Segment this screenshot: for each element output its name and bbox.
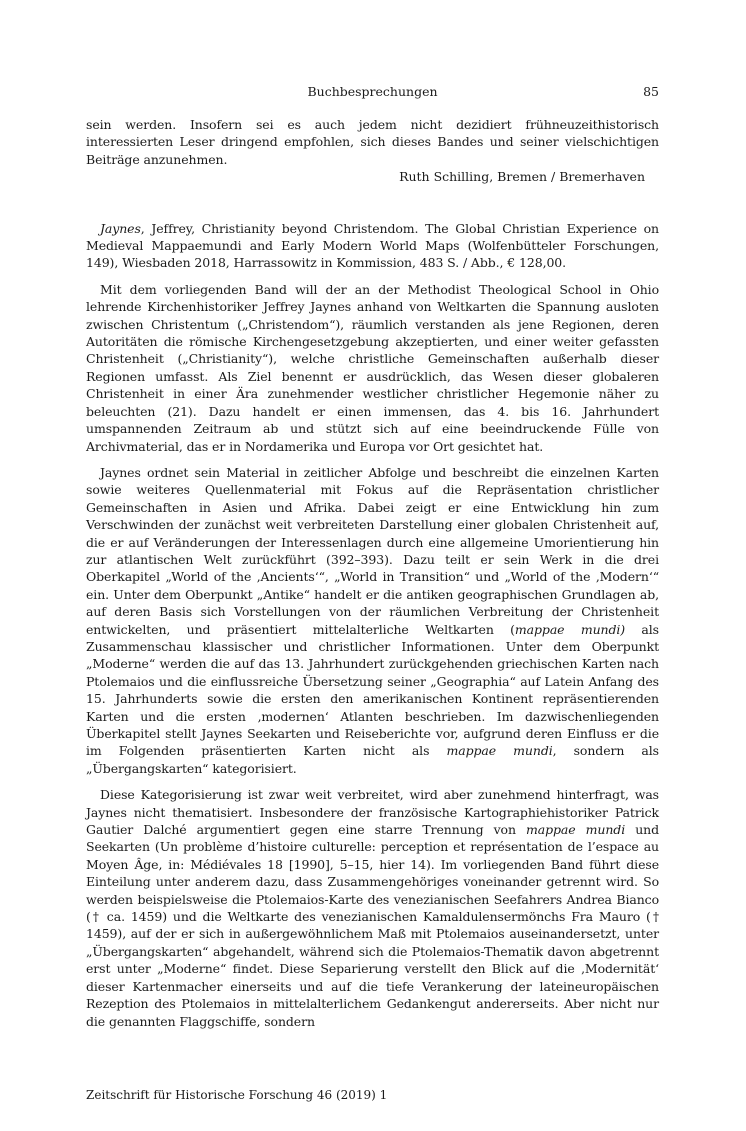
page-number: 85 [643, 84, 659, 99]
review-paragraph-2 [86, 464, 659, 777]
running-header [86, 82, 659, 102]
review-citation [86, 220, 659, 272]
paragraph-text: Diese Kategorisierung ist zwar weit verbreitet, wird aber zunehmend hinterfragt, was Jaynes nicht thematisiert. Insbesondere der französische Kartographiehistoriker Patrick Gautier Dalché argumentiert gegen eine starre Trennung von [86, 787, 659, 838]
journal-footer: Zeitschrift für Historische Forschung 46 (2019) 1 [86, 1088, 388, 1102]
paragraph-text: , sondern als „Übergangskarten“ kategorisiert. [86, 743, 659, 776]
citation-author: Jaynes [100, 220, 141, 236]
paragraph-text: Jaynes ordnet sein Material in zeitlicher Abfolge und beschreibt die einzelnen Karten sowie weiteres Quellenmaterial mit Fokus auf die Repräsentation christlicher Gemeinschaften in Asien und Afrika. Dabei zeigt er eine Entwicklung hin zum Verschwinden der zunächst weit verbreiteten Darstellung einer globalen Christenheit auf, die er auf Veränderungen der Interessenlagen durch eine allgemeine Umorientierung hin zur atlantischen Welt zurückführt (392–393). Dazu teilt er sein Werk in die drei Oberkapitel „World of the ‚Ancients‘“, „World in Transition“ und „World of the ‚Modern‘“ ein. Unter dem Oberpunkt „Antike“ handelt er die antiken geographischen Grundlagen ab, auf deren Basis sich Vorstellungen von der räumlichen Verbreitung der Christenheit entwickelten, und präsentiert mittelalterliche Weltkarten ( [86, 464, 659, 637]
citation-details: , Jeffrey, Christianity beyond Christendom. The Global Christian Experience on Medieval Mappaemundi and Early Modern World Maps (Wolfenbütteler Forschungen, 149), Wiesbaden 2018, Harrassowitz in Kommission, 483 S. / Abb., € 128,00. [86, 220, 659, 271]
page-body [86, 116, 659, 1030]
review-paragraph-3 [86, 786, 659, 1030]
italic-term: mappae mundi) [514, 621, 626, 637]
running-title: Buchbesprechungen [307, 84, 438, 99]
review-paragraph-1: Mit dem vorliegenden Band will der an der Methodist Theological School in Ohio lehrende Kirchenhistoriker Jeffrey Jaynes anhand von Weltkarten die Spannung ausloten zwischen Christentum („Christendom“), räumlich verstanden als jene Regionen, deren Autoritäten die römische Kirchengesetzgebung akzeptierten, und einer weiter gefassten Christenheit („Christianity“), welche christliche Gemeinschaften außerhalb dieser Regionen umfasst. Als Ziel benennt er ausdrücklich, das Wesen dieser globaleren Christenheit in einer Ära zunehmender westlicher christlicher Hegemonie näher zu beleuchten (21). Dazu handelt er einen immensen, das 4. bis 16. Jahrhundert umspannenden Zeitraum ab und stützt sich auf eine beeindruckende Fülle von Archivmaterial, das er in Nordamerika und Europa vor Ort gesichtet hat. [86, 281, 659, 454]
italic-term: mappae mundi [446, 743, 553, 759]
paragraph-text: und Seekarten (Un problème d’histoire culturelle: perception et représentation de l’espace au Moyen Âge, in: Médiévales 18 [1990], 5–15, hier 14). Im vorliegenden Band führt diese Einteilung unter anderem dazu, dass Zusammengehöriges voneinander getrennt wird. So werden beispielsweise die Ptolemaios-Karte des venezianischen Seefahrers Andrea Bianco († ca. 1459) und die Weltkarte des venezianischen Kamaldulensermönchs Fra Mauro († 1459), auf der er sich in außergewöhnlichem Maß mit Ptolemaios auseinandersetzt, unter „Übergangskarten“ abgehandelt, während sich die Ptolemaios-Thematik davon abgetrennt erst unter „Moderne“ findet. Diese Separierung verstellt den Blick auf die ‚Modernität‘ dieser Kartenmacher einerseits und auf die tiefe Verankerung der lateineuropäischen Rezeption des Ptolemaios in mittelalterlichem Gedankengut andererseits. Aber nicht nur die genannten Flaggschiffe, sondern [86, 822, 659, 1029]
paragraph-text: als Zusammenschau klassischer und christlicher Informationen. Unter dem Oberpunkt „Moderne“ werden die auf das 13. Jahrhundert zurückgehenden griechischen Karten nach Ptolemaios und die einflussreiche Übersetzung seiner „Geographia“ auf Latein Anfang des 15. Jahrhunderts sowie die ersten den amerikanischen Kontinent repräsentierenden Karten und die ersten ‚modernen‘ Atlanten beschrieben. Im dazwischenliegenden Überkapitel stellt Jaynes Seekarten und Reiseberichte vor, aufgrund deren Einfluss er die im Folgenden präsentierten Karten nicht als [86, 621, 659, 759]
italic-term: mappae mundi [526, 822, 626, 838]
previous-review-closing: sein werden. Insofern sei es auch jedem nicht dezidiert frühneuzeithistorisch interessierten Leser dringend empfohlen, sich dieses Bandes und seiner vielschichtigen Beiträge anzunehmen. [86, 117, 659, 167]
reviewer-signature: Ruth Schilling, Bremen / Bremerhaven [399, 169, 645, 185]
page [86, 0, 659, 1131]
